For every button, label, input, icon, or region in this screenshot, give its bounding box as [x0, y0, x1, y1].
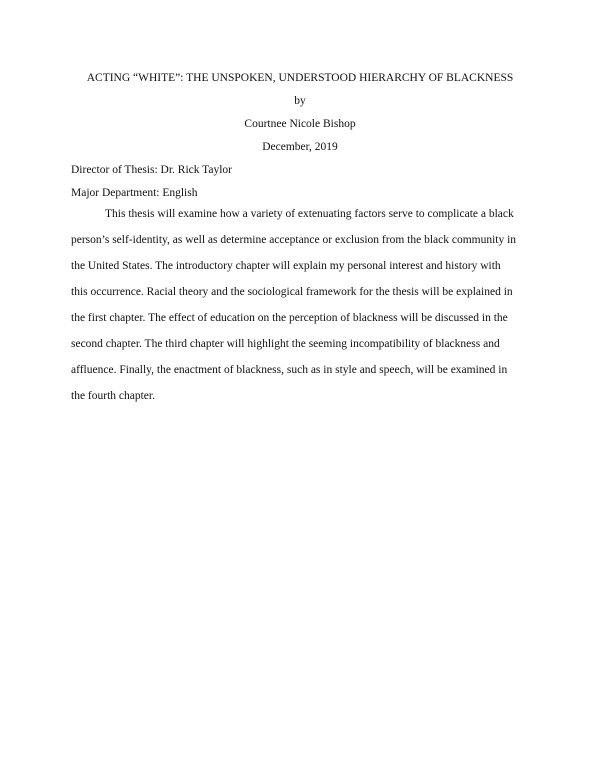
major-department: Major Department: English — [71, 187, 198, 199]
abstract-line: second chapter. The third chapter will highlight the seeming incompatibility of blackness and — [71, 338, 500, 350]
abstract-line: person’s self-identity, as well as determine acceptance or exclusion from the black community in — [71, 234, 517, 246]
author-name: Courtnee Nicole Bishop — [244, 118, 356, 130]
abstract-line: affluence. Finally, the enactment of blackness, such as in style and speech, will be examined in — [71, 364, 508, 376]
submission-date: December, 2019 — [262, 141, 338, 153]
abstract-paragraph — [71, 207, 533, 415]
abstract-line: the fourth chapter. — [71, 390, 155, 402]
abstract-line: this occurrence. Racial theory and the sociological framework for the thesis will be explained in — [71, 286, 513, 298]
abstract-line: the first chapter. The effect of education on the perception of blackness will be discussed in the — [71, 312, 508, 324]
abstract-line: This thesis will examine how a variety of extenuating factors serve to complicate a black — [105, 208, 514, 220]
abstract-line: the United States. The introductory chapter will explain my personal interest and history with — [71, 260, 501, 272]
thesis-title: ACTING “WHITE”: THE UNSPOKEN, UNDERSTOOD HIERARCHY OF BLACKNESS — [86, 72, 514, 84]
thesis-director: Director of Thesis: Dr. Rick Taylor — [71, 164, 233, 176]
by-line: by — [294, 95, 306, 107]
